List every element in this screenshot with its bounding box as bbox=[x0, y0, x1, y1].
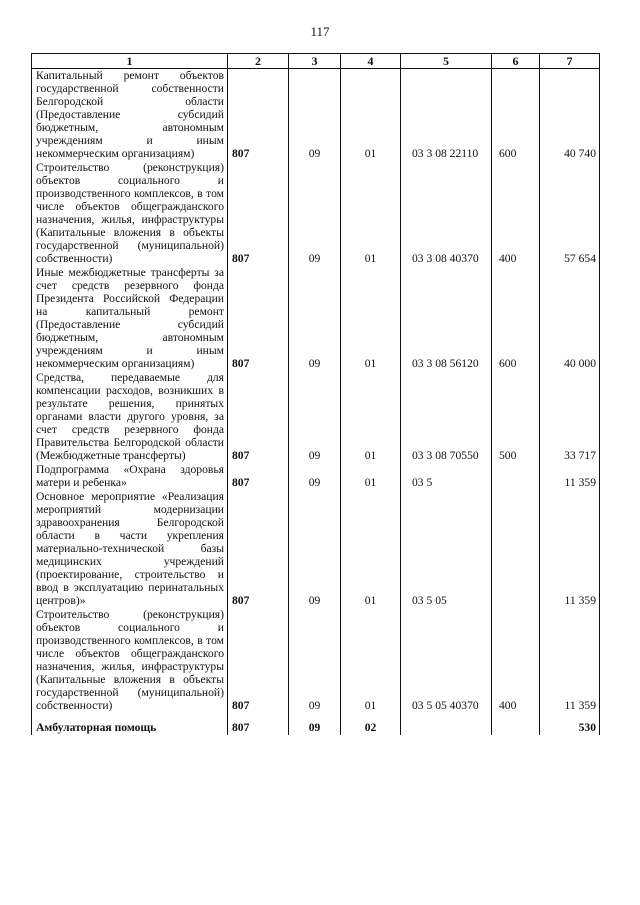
row-amount: 33 717 bbox=[540, 371, 600, 463]
row-target: 03 3 08 56120 bbox=[401, 266, 492, 371]
row-admin: 807 bbox=[228, 490, 289, 608]
row-admin: 807 bbox=[228, 161, 289, 266]
row-section: 09 bbox=[289, 463, 341, 490]
row-target: 03 3 08 40370 bbox=[401, 161, 492, 266]
row-vr: 600 bbox=[492, 69, 540, 162]
row-section: 09 bbox=[289, 69, 341, 162]
row-target: 03 3 08 70550 bbox=[401, 371, 492, 463]
row-name: Основное мероприятие «Реализация мероприятий модернизации здравоохранения Белгородской области в части укрепления материально-технической базы медицинских учреждений (проектирование, строительство и ввод в эксплуатацию перинатальных центров)» bbox=[32, 490, 228, 608]
row-target bbox=[401, 713, 492, 735]
header-row bbox=[32, 54, 600, 69]
row-admin: 807 bbox=[228, 69, 289, 162]
row-name: Иные межбюджетные трансферты за счет средств резервного фонда Президента Российской Федерации на капитальный ремонт (Предоставление субсидий бюджетным, автономным учреждениям и иным некоммерческим организациям) bbox=[32, 266, 228, 371]
table-row bbox=[32, 608, 600, 713]
col-header-section: 3 bbox=[289, 54, 341, 69]
row-target: 03 5 05 bbox=[401, 490, 492, 608]
col-header-vr: 6 bbox=[492, 54, 540, 69]
row-section: 09 bbox=[289, 161, 341, 266]
table-row bbox=[32, 463, 600, 490]
col-header-amount: 7 bbox=[540, 54, 600, 69]
table-row bbox=[32, 490, 600, 608]
row-target: 03 3 08 22110 bbox=[401, 69, 492, 162]
row-admin: 807 bbox=[228, 608, 289, 713]
col-header-subsection: 4 bbox=[341, 54, 401, 69]
row-section: 09 bbox=[289, 266, 341, 371]
row-name: Подпрограмма «Охрана здоровья матери и ребенка» bbox=[32, 463, 228, 490]
row-vr: 400 bbox=[492, 161, 540, 266]
row-subsection: 02 bbox=[341, 713, 401, 735]
table-row bbox=[32, 69, 600, 162]
row-admin: 807 bbox=[228, 463, 289, 490]
row-amount: 11 359 bbox=[540, 463, 600, 490]
row-admin: 807 bbox=[228, 266, 289, 371]
row-vr bbox=[492, 463, 540, 490]
row-vr: 500 bbox=[492, 371, 540, 463]
row-section: 09 bbox=[289, 371, 341, 463]
row-vr bbox=[492, 490, 540, 608]
row-vr bbox=[492, 713, 540, 735]
row-section: 09 bbox=[289, 608, 341, 713]
row-amount: 11 359 bbox=[540, 608, 600, 713]
row-vr: 600 bbox=[492, 266, 540, 371]
table-row bbox=[32, 371, 600, 463]
row-subsection: 01 bbox=[341, 463, 401, 490]
row-subsection: 01 bbox=[341, 266, 401, 371]
row-admin: 807 bbox=[228, 713, 289, 735]
row-name: Строительство (реконструкция) объектов социального и производственного комплексов, в том числе объектов общегражданского назначения, жилья, инфраструктуры (Капитальные вложения в объекты государственной (муниципальной) собственности) bbox=[32, 161, 228, 266]
row-admin: 807 bbox=[228, 371, 289, 463]
row-subsection: 01 bbox=[341, 608, 401, 713]
row-amount: 57 654 bbox=[540, 161, 600, 266]
row-name: Средства, передаваемые для компенсации расходов, возникших в результате решения, принятых органами власти другого уровня, за счет средств резервного фонда Правительства Белгородской области (Межбюджетные трансферты) bbox=[32, 371, 228, 463]
table-row-ambulatory bbox=[32, 713, 600, 735]
row-target: 03 5 05 40370 bbox=[401, 608, 492, 713]
row-amount: 530 bbox=[540, 713, 600, 735]
row-subsection: 01 bbox=[341, 69, 401, 162]
row-name: Капитальный ремонт объектов государственной собственности Белгородской области (Предоставление субсидий бюджетным, автономным учреждениям и иным некоммерческим организациям) bbox=[32, 69, 228, 162]
table-row bbox=[32, 266, 600, 371]
row-vr: 400 bbox=[492, 608, 540, 713]
col-header-name: 1 bbox=[32, 54, 228, 69]
budget-table bbox=[31, 53, 600, 735]
row-subsection: 01 bbox=[341, 371, 401, 463]
row-amount: 40 000 bbox=[540, 266, 600, 371]
row-name: Строительство (реконструкция) объектов социального и производственного комплексов, в том числе объектов общегражданского назначения, жилья, инфраструктуры (Капитальные вложения в объекты государственной (муниципальной) собственности) bbox=[32, 608, 228, 713]
row-target: 03 5 bbox=[401, 463, 492, 490]
row-subsection: 01 bbox=[341, 161, 401, 266]
col-header-admin: 2 bbox=[228, 54, 289, 69]
row-amount: 11 359 bbox=[540, 490, 600, 608]
row-section: 09 bbox=[289, 713, 341, 735]
row-section: 09 bbox=[289, 490, 341, 608]
row-subsection: 01 bbox=[341, 490, 401, 608]
row-amount: 40 740 bbox=[540, 69, 600, 162]
col-header-target: 5 bbox=[401, 54, 492, 69]
table-row bbox=[32, 161, 600, 266]
row-name: Амбулаторная помощь bbox=[32, 713, 228, 735]
page-number: 117 bbox=[310, 24, 330, 39]
